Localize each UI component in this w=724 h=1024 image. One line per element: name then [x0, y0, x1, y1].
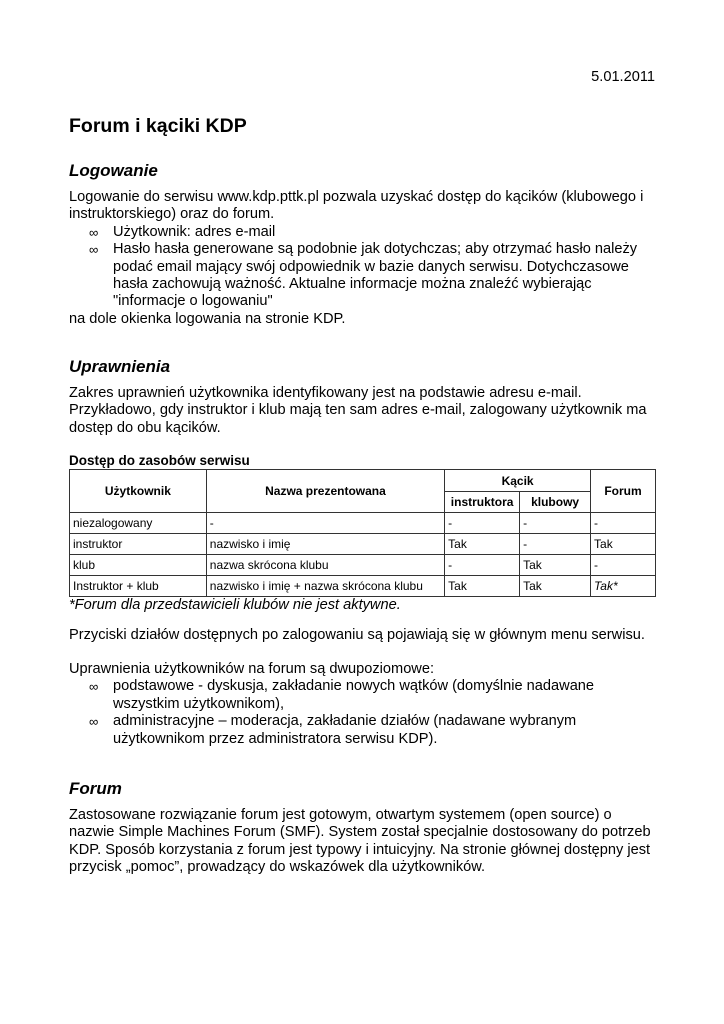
levels-list	[69, 678, 659, 748]
section-heading-login: Logowanie	[69, 161, 158, 180]
buttons-paragraph: Przyciski działów dostępnych po zalogowaniu są pojawiają się w głównym menu serwisu.	[69, 627, 645, 643]
levels-intro: Uprawnienia użytkowników na forum są dwupoziomowe:	[69, 661, 435, 677]
table-title: Dostęp do zasobów serwisu	[69, 453, 250, 468]
access-table-section	[69, 452, 659, 615]
bullet-icon: ∞	[89, 224, 99, 240]
forum-text: Zastosowane rozwiązanie forum jest gotowym, otwartym systemem (open source) o nazwie Simple Machines Forum (SMF). System został specjalnie dostosowany do potrzeb KDP. Sposób korzystania z forum jest typowy i intuicyjny. Na stronie głównej dostępny jest przycisk „pomoc”, prowadzący do wskazówek dla użytkowników.	[69, 807, 651, 876]
header-forum: Forum	[591, 470, 656, 513]
permissions-section	[69, 385, 659, 437]
list-item: ∞ administracyjne – moderacja, zakładanie działów (nadawane wybranym użytkownikom przez administratora serwisu KDP).	[89, 713, 577, 747]
section-heading-forum: Forum	[69, 779, 122, 798]
table-row: klub nazwa skrócona klubu - Tak -	[70, 555, 656, 576]
login-section	[69, 189, 659, 328]
document-date: 5.01.2011	[591, 69, 655, 85]
header-kacik: Kącik	[445, 470, 591, 492]
access-table	[69, 469, 656, 597]
table-note: *Forum dla przedstawicieli klubów nie jest aktywne.	[69, 597, 401, 614]
list-item: ∞ Użytkownik: adres e-mail	[89, 223, 276, 240]
bullet-icon: ∞	[89, 714, 99, 730]
forum-section	[69, 807, 659, 877]
section-heading-permissions: Uprawnienia	[69, 357, 171, 376]
list-item: ∞ podstawowe - dyskusja, zakładanie nowych wątków (domyślnie nadawane wszystkim użytkownikom),	[89, 678, 595, 712]
bullet-icon: ∞	[89, 242, 99, 258]
table-row: Instruktor + klub nazwisko i imię + nazwa skrócona klubu Tak Tak Tak*	[70, 576, 656, 597]
table-row: instruktor nazwisko i imię Tak - Tak	[70, 534, 656, 555]
page-title: Forum i kąciki KDP	[69, 115, 247, 137]
list-item: ∞ Hasło hasła generowane są podobnie jak dotychczas; aby otrzymać hasło należy podać email mający swój odpowiednik w bazie danych serwisu. Dotychczasowe hasła zachowują ważność. Aktualne informacje można znaleźć wybierając "informacje o logowaniu"	[89, 241, 638, 310]
bullet-icon: ∞	[89, 679, 99, 695]
login-intro: Logowanie do serwisu www.kdp.pttk.pl pozwala uzyskać dostęp do kącików (klubowego i instruktorskiego) oraz do forum.	[69, 189, 644, 223]
header-instructor: instruktora	[445, 491, 520, 513]
permissions-intro: Zakres uprawnień użytkownika identyfikowany jest na podstawie adresu e-mail. Przykładowo, gdy instruktor i klub mają ten sam adres e-mail, zalogowany użytkownik ma dostęp do obu kącików.	[69, 385, 647, 436]
table-row: niezalogowany - - - -	[70, 513, 656, 534]
forum-levels-section	[69, 661, 659, 748]
header-club: klubowy	[520, 491, 591, 513]
login-list	[69, 224, 659, 311]
header-name: Nazwa prezentowana	[206, 470, 444, 513]
header-user: Użytkownik	[70, 470, 207, 513]
login-outro: na dole okienka logowania na stronie KDP.	[69, 310, 346, 327]
